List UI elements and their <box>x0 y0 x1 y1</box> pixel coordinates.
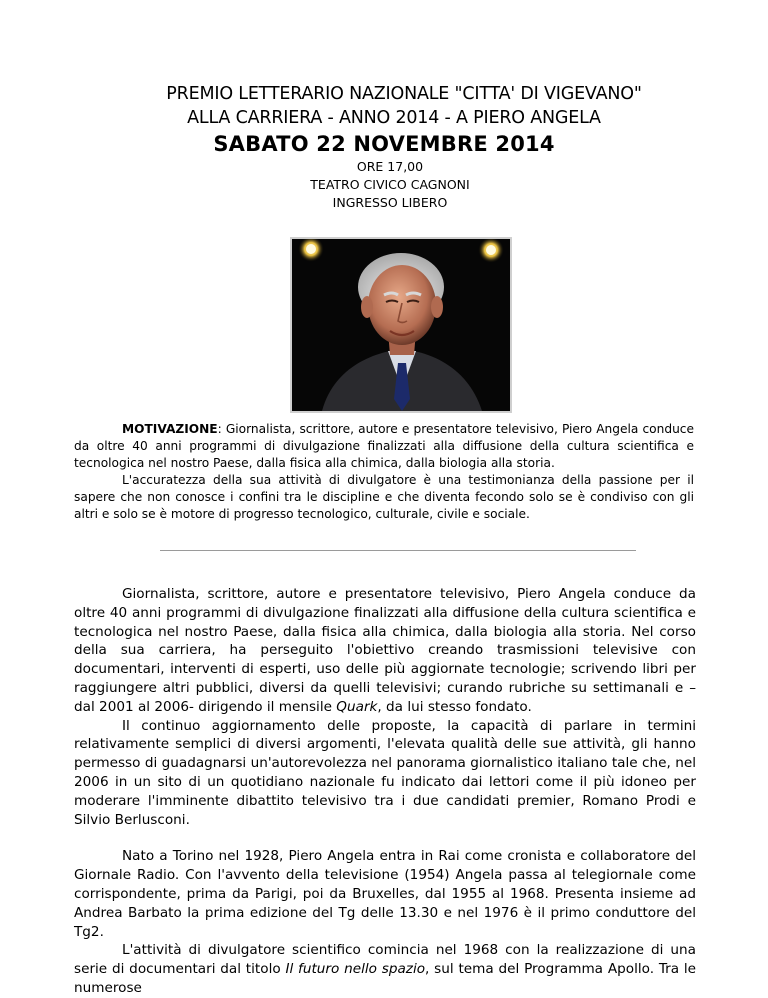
event-venue: TEATRO CIVICO CAGNONI <box>310 177 470 192</box>
motivation-paragraph-1 <box>74 421 694 472</box>
motivation-section <box>74 421 694 523</box>
bio-paragraph-3: Nato a Torino nel 1928, Piero Angela entra in Rai come cronista e collaboratore del Giornale Radio. Con l'avvento della televisione (1954) Angela passa al telegiornale come corrispondente, prima da Parigi, poi da Bruxelles, dal 1955 al 1968. Presenta insieme ad Andrea Barbato la prima edizione del Tg delle 13.30 e nel 1976 è il primo conduttore del Tg2. <box>74 848 696 940</box>
biography-section <box>74 585 696 998</box>
event-entry: INGRESSO LIBERO <box>332 195 448 210</box>
event-date: SABATO 22 NOVEMBRE 2014 <box>213 132 555 156</box>
bio-paragraph-4-end: , sul tema del Programma Apollo. Tra le numerose <box>74 961 696 996</box>
event-time: ORE 17,00 <box>356 159 424 174</box>
event-header <box>0 82 768 212</box>
award-title: PREMIO LETTERARIO NAZIONALE "CITTA' DI VIGEVANO" <box>166 84 642 104</box>
section-divider <box>160 550 636 551</box>
documentary-title: Il futuro nello spazio <box>285 961 426 978</box>
bio-paragraph-1 <box>74 585 696 717</box>
motivation-text-1: : Giornalista, scrittore, autore e presentatore televisivo, Piero Angela conduce da oltre 40 anni programmi di divulgazione finalizzati alla diffusione della cultura scientifica e tecnologica nel nostro Paese, dalla fisica alla chimica, dalla biologia alla storia. <box>74 422 694 470</box>
bio-paragraph-4 <box>74 941 696 997</box>
bio-paragraph-2: Il continuo aggiornamento delle proposte, la capacità di parlare in termini relativamente semplici di diversi argomenti, l'elevata qualità delle sue attività, gli hanno permesso di guadagnarsi un'autorevolezza nel panorama giornalistico italiano tale che, nel 2006 in un sito di un quotidiano nazionale fu indicato dai lettori come il più idoneo per moderare l'imminente dibattito televisivo tra i due candidati premier, Romano Prodi e Silvio Berlusconi. <box>74 717 696 828</box>
bio-paragraph-1-text: Giornalista, scrittore, autore e presentatore televisivo, Piero Angela conduce da oltre 40 anni programmi di divulgazione finalizzati alla diffusione della cultura scientifica e tecnologica nel nostro Paese, dalla fisica alla chimica, dalla biologia alla storia. Nel corso della sua carriera, ha perseguito l'obiettivo creando trasmissioni televisive con documentari, interventi di esperti, uso delle più aggiornate tecnologie; scrivendo libri per raggiungere altri pubblici, diversi da quelli televisivi; curando rubriche su settimanali e –dal 2001 al 2006- dirigendo il mensile <box>74 586 696 715</box>
award-subtitle: ALLA CARRIERA - ANNO 2014 - A PIERO ANGELA <box>187 108 601 128</box>
motivation-paragraph-2: L'accuratezza della sua attività di divulgatore è una testimonianza della passione per il sapere che non conosce i confini tra le discipline e che diventa fecondo solo se è condiviso con gli altri e solo se è motore di progresso tecnologico, culturale, civile e sociale. <box>74 473 694 521</box>
motivation-label: MOTIVAZIONE <box>122 422 218 436</box>
bio-paragraph-4-text: L'attività di divulgatore scientifico comincia nel 1968 con la realizzazione di una serie di documentari dal titolo <box>74 942 696 978</box>
portrait-photo <box>290 237 512 413</box>
quark-title: Quark <box>336 698 378 715</box>
portrait-illustration <box>292 239 510 411</box>
bio-paragraph-1-end: , da lui stesso fondato. <box>377 698 532 715</box>
